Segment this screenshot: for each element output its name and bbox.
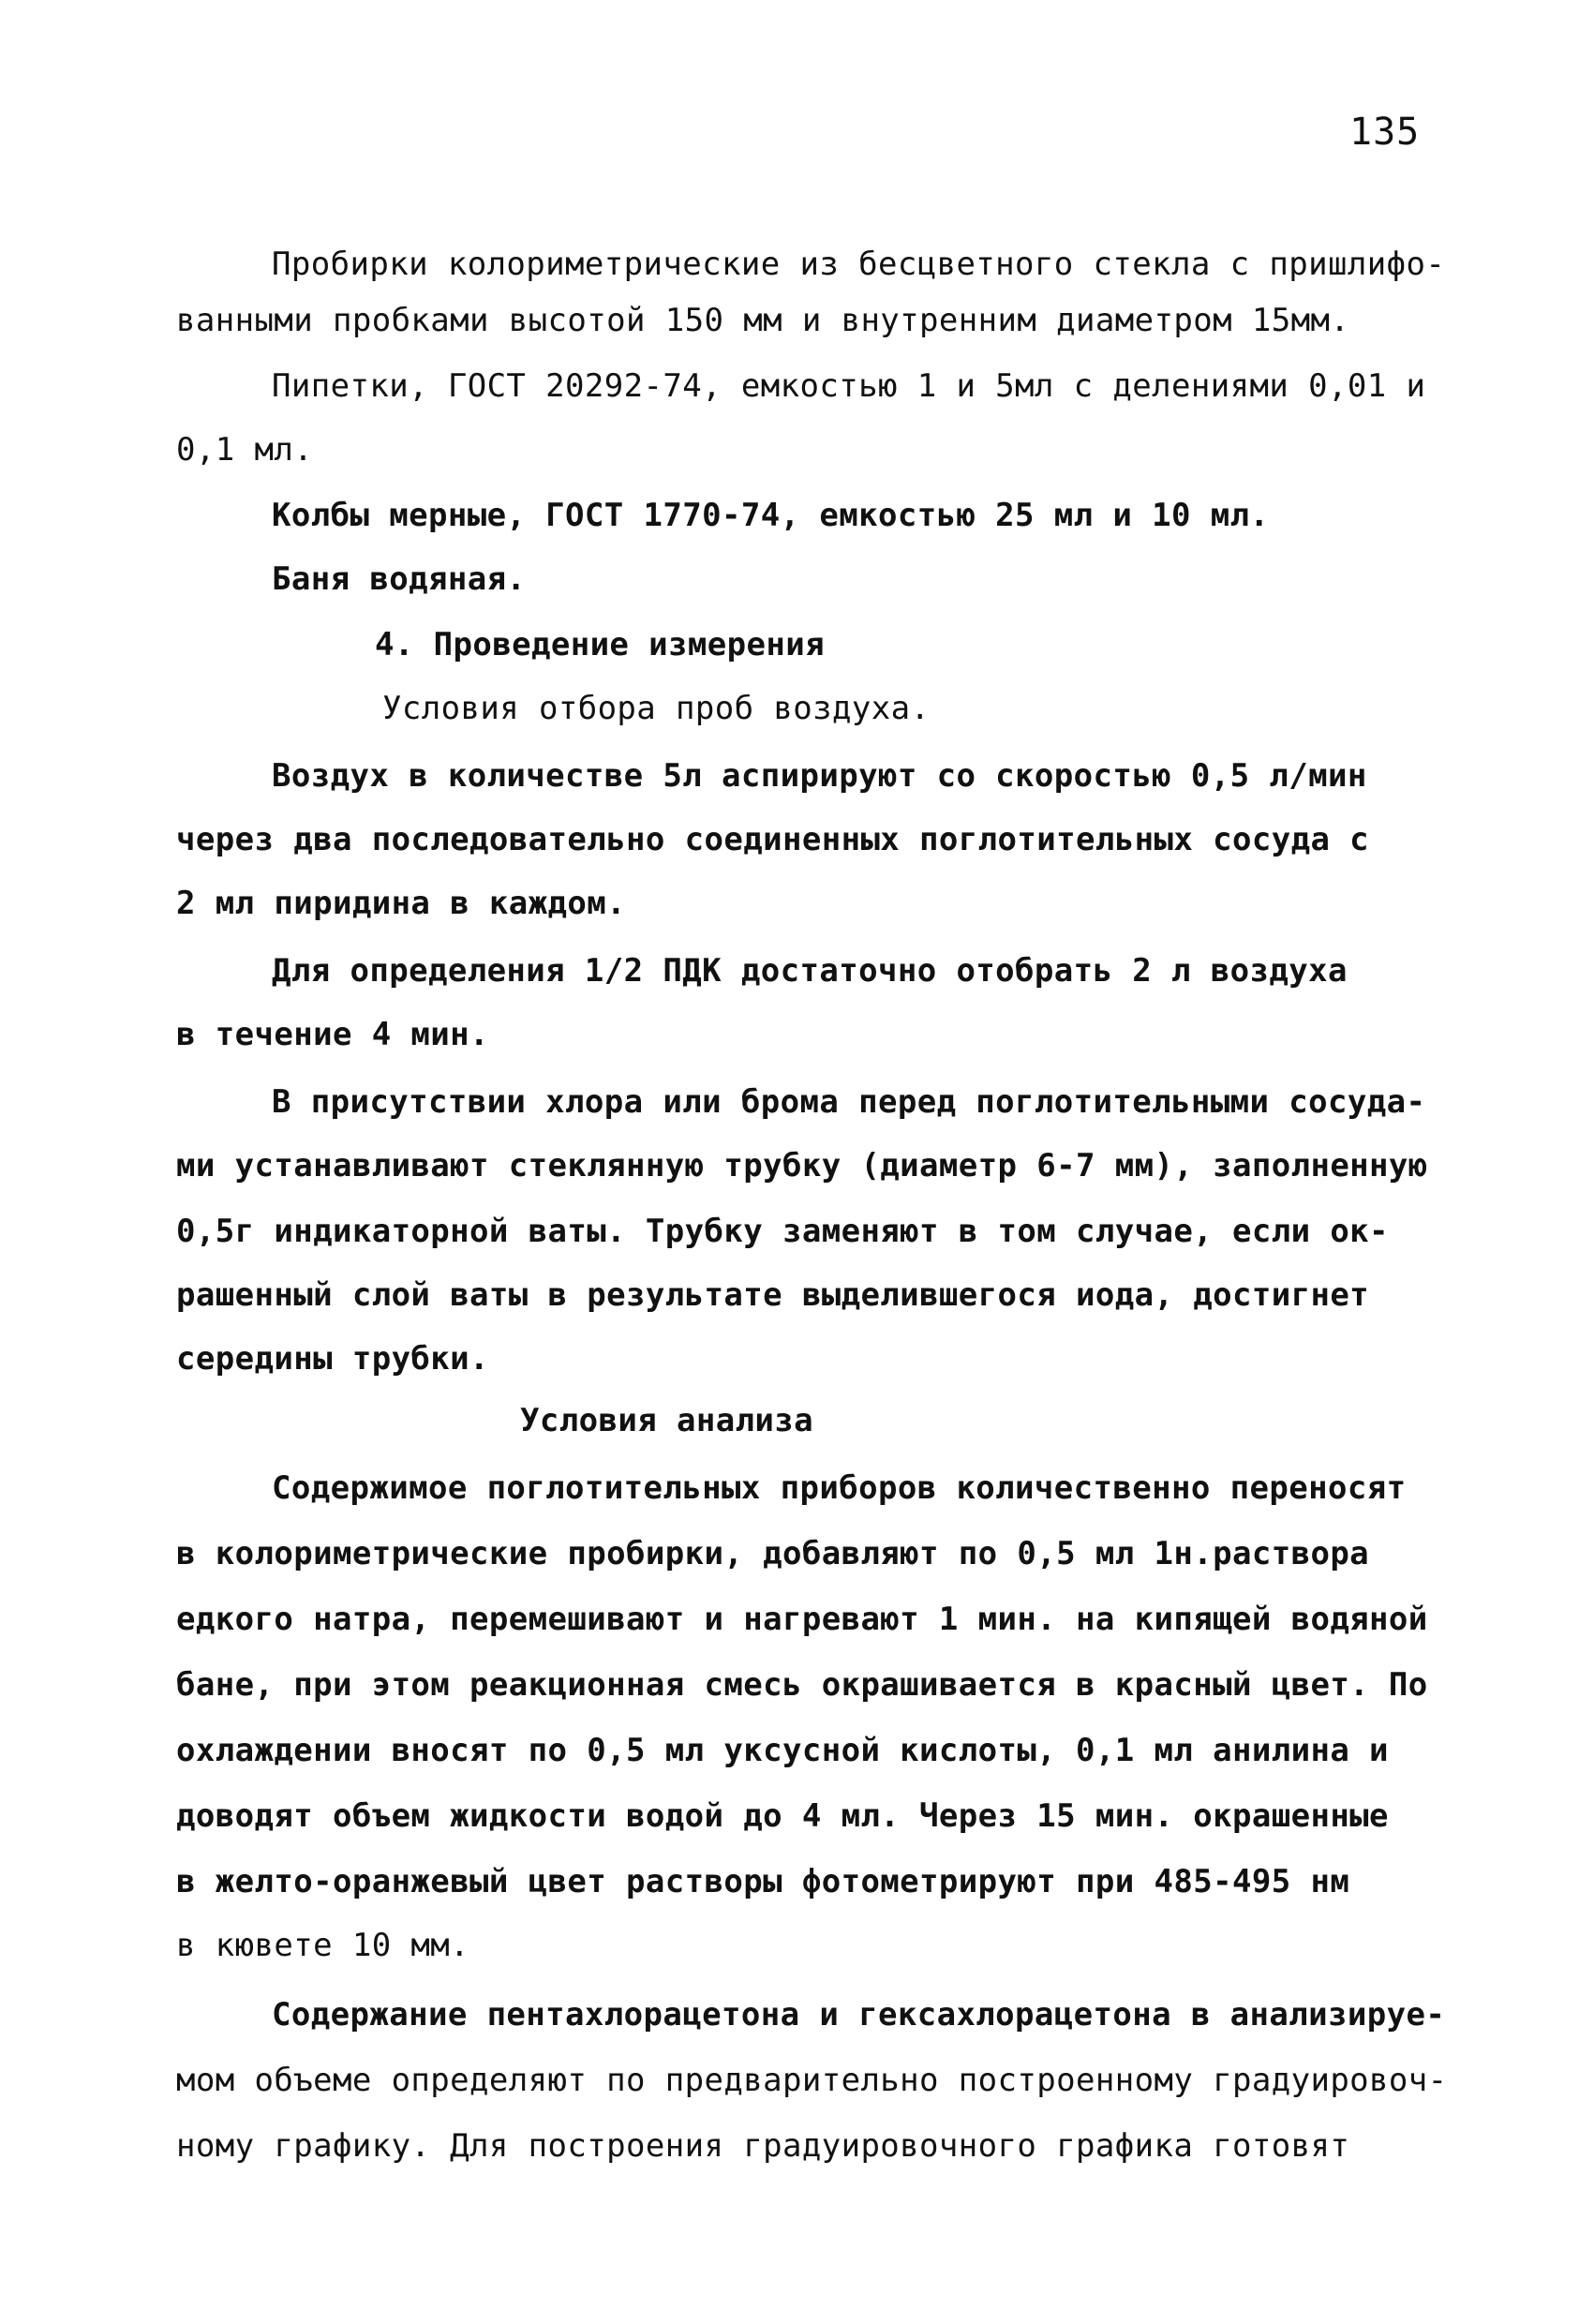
text-line: доводят объем жидкости водой до 4 мл. Через 15 мин. окрашенные: [176, 1797, 1389, 1835]
text-line: едкого натра, перемешивают и нагревают 1 мин. на кипящей водяной: [176, 1601, 1428, 1638]
text-line: Содержимое поглотительных приборов количественно переносят: [272, 1469, 1407, 1507]
text-line: 0,5г индикаторной ваты. Трубку заменяют в том случае, если ок-: [176, 1213, 1389, 1250]
text-line: В присутствии хлора или брома перед поглотительными сосуда-: [272, 1083, 1426, 1121]
text-line: в колориметрические пробирки, добавляют по 0,5 мл 1н.раствора: [176, 1535, 1370, 1572]
text-line: в течение 4 мин.: [176, 1016, 489, 1053]
text-line: 0,1 мл.: [176, 431, 314, 469]
text-line: Для определения 1/2 ПДК достаточно отобрать 2 л воздуха: [272, 952, 1348, 990]
text-line: в кювете 10 мм.: [176, 1927, 470, 1964]
text-line: мом объеме определяют по предварительно построенному градуировоч-: [176, 2062, 1448, 2099]
text-line: 2 мл пиридина в каждом.: [176, 885, 627, 922]
page-number: 135: [1349, 111, 1421, 154]
text-line: Колбы мерные, ГОСТ 1770-74, емкостью 25 мл и 10 мл.: [272, 497, 1270, 534]
text-line: Пипетки, ГОСТ 20292-74, емкостью 1 и 5мл с делениями 0,01 и: [272, 367, 1426, 405]
text-line: ванными пробками высотой 150 мм и внутренним диаметром 15мм.: [176, 302, 1350, 339]
section-heading: 4. Проведение измерения: [375, 626, 826, 663]
text-line: Содержание пентахлорацетона и гексахлорацетона в анализируе-: [272, 1996, 1446, 2034]
text-line: Пробирки колориметрические из бесцветного стекла с пришлифо-: [272, 246, 1446, 283]
subsection-heading: Условия анализа: [520, 1402, 814, 1439]
text-line: рашенный слой ваты в результате выделившегося иода, достигнет: [176, 1276, 1370, 1314]
text-line: ми устанавливают стеклянную трубку (диаметр 6-7 мм), заполненную: [176, 1147, 1428, 1184]
text-line: охлаждении вносят по 0,5 мл уксусной кислоты, 0,1 мл анилина и: [176, 1732, 1389, 1769]
text-line: Баня водяная.: [272, 560, 527, 598]
text-line: середины трубки.: [176, 1340, 489, 1378]
subsection-heading: Условия отбора проб воздуха.: [382, 690, 931, 727]
text-line: ному графику. Для построения градуировочного графика готовят: [176, 2127, 1350, 2165]
text-line: Воздух в количестве 5л аспирируют со скоростью 0,5 л/мин: [272, 757, 1367, 795]
text-line: в желто-оранжевый цвет растворы фотометрируют при 485-495 нм: [176, 1863, 1350, 1900]
text-line: через два последовательно соединенных поглотительных сосуда с: [176, 821, 1370, 858]
text-line: бане, при этом реакционная смесь окрашивается в красный цвет. По: [176, 1666, 1428, 1704]
